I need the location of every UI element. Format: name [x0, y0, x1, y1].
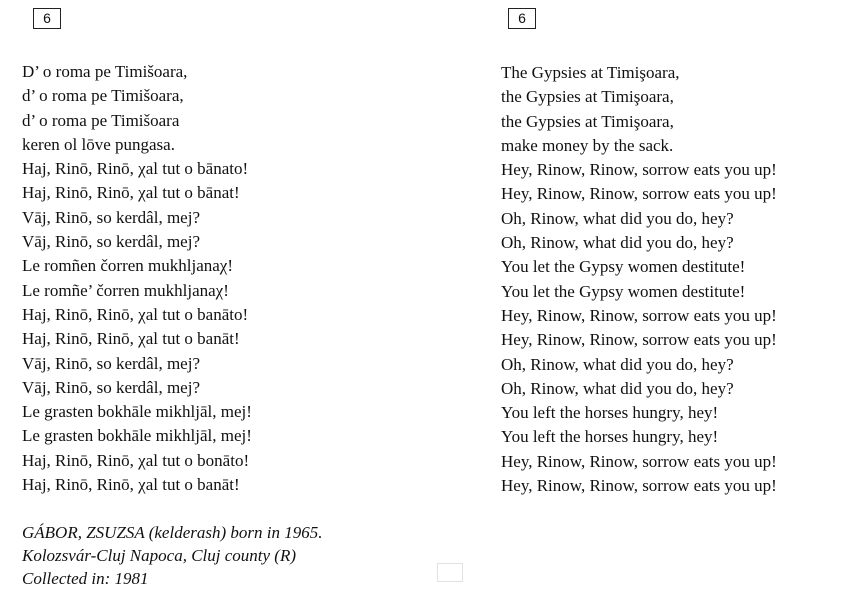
performer-credit	[22, 521, 322, 590]
romani-verse-line: Haj, Rinō, Rinō, χal tut o bānato!	[22, 159, 249, 179]
romani-verse-line: Haj, Rinō, Rinō, χal tut o banāt!	[22, 329, 240, 349]
english-verse-line: Hey, Rinow, Rinow, sorrow eats you up!	[501, 184, 777, 204]
romani-verse-line: Vāj, Rinō, so kerdâl, mej?	[22, 353, 200, 373]
romani-verse-line: Vāj, Rinō, so kerdâl, mej?	[22, 232, 200, 252]
english-verse-line: You left the horses hungry, hey!	[501, 403, 719, 423]
romani-verse-line: Vāj, Rinō, so kerdâl, mej?	[22, 377, 200, 397]
romani-verse-line: keren ol lōve pungasa.	[22, 134, 175, 154]
english-verse-line: Oh, Rinow, what did you do, hey?	[501, 233, 734, 253]
romani-verse-line: Le grasten bokhāle mikhljāl, mej!	[22, 426, 252, 446]
english-verse-line: You let the Gypsy women destitute!	[501, 281, 746, 301]
english-verse-line: Hey, Rinow, Rinow, sorrow eats you up!	[501, 330, 777, 350]
english-verse-line: You let the Gypsy women destitute!	[501, 257, 746, 277]
romani-verse-line: Haj, Rinō, Rinō, χal tut o bonāto!	[22, 450, 250, 470]
english-verse-line: Hey, Rinow, Rinow, sorrow eats you up!	[501, 160, 777, 180]
romani-verse-line: Le grasten bokhāle mikhljāl, mej!	[22, 402, 252, 422]
performer-name: GÁBOR, ZSUZSA (kelderash) born in 1965.	[22, 523, 323, 542]
english-translation-text	[501, 61, 777, 498]
romani-verse-line: Le romñen čorren mukhljanaχ!	[22, 256, 233, 276]
bleed-through-page-box	[437, 563, 463, 582]
page-number-right: 6	[508, 8, 536, 29]
english-verse-line: The Gypsies at Timişoara,	[501, 63, 680, 82]
romani-verse-line: Vāj, Rinō, so kerdâl, mej?	[22, 207, 200, 227]
english-verse-line: Oh, Rinow, what did you do, hey?	[501, 208, 734, 228]
english-verse-line: make money by the sack.	[501, 135, 674, 155]
english-verse-line: Hey, Rinow, Rinow, sorrow eats you up!	[501, 476, 777, 496]
english-verse-line: the Gypsies at Timişoara,	[501, 111, 674, 131]
english-verse-line: Oh, Rinow, what did you do, hey?	[501, 354, 734, 374]
recording-place: Kolozsvár-Cluj Napoca, Cluj county (R)	[22, 546, 297, 565]
romani-verse-line: Haj, Rinō, Rinō, χal tut o bānat!	[22, 183, 240, 203]
romani-verse-line: d’ o roma pe Timišoara	[22, 110, 180, 130]
english-verse-line: Oh, Rinow, what did you do, hey?	[501, 378, 734, 398]
romani-song-text	[22, 60, 252, 497]
romani-verse-line: Haj, Rinō, Rinō, χal tut o banāt!	[22, 475, 240, 495]
collection-year: Collected in: 1981	[22, 569, 149, 588]
english-verse-line: You left the horses hungry, hey!	[501, 427, 719, 447]
page-number-left: 6	[33, 8, 61, 29]
romani-verse-line: Haj, Rinō, Rinō, χal tut o banāto!	[22, 304, 249, 324]
english-verse-line: Hey, Rinow, Rinow, sorrow eats you up!	[501, 305, 777, 325]
romani-verse-line: d’ o roma pe Timišoara,	[22, 86, 184, 106]
english-verse-line: the Gypsies at Timişoara,	[501, 87, 674, 107]
romani-verse-line: Le romñe’ čorren mukhljanaχ!	[22, 280, 229, 300]
english-verse-line: Hey, Rinow, Rinow, sorrow eats you up!	[501, 451, 777, 471]
romani-verse-line: D’ o roma pe Timišoara,	[22, 62, 188, 81]
